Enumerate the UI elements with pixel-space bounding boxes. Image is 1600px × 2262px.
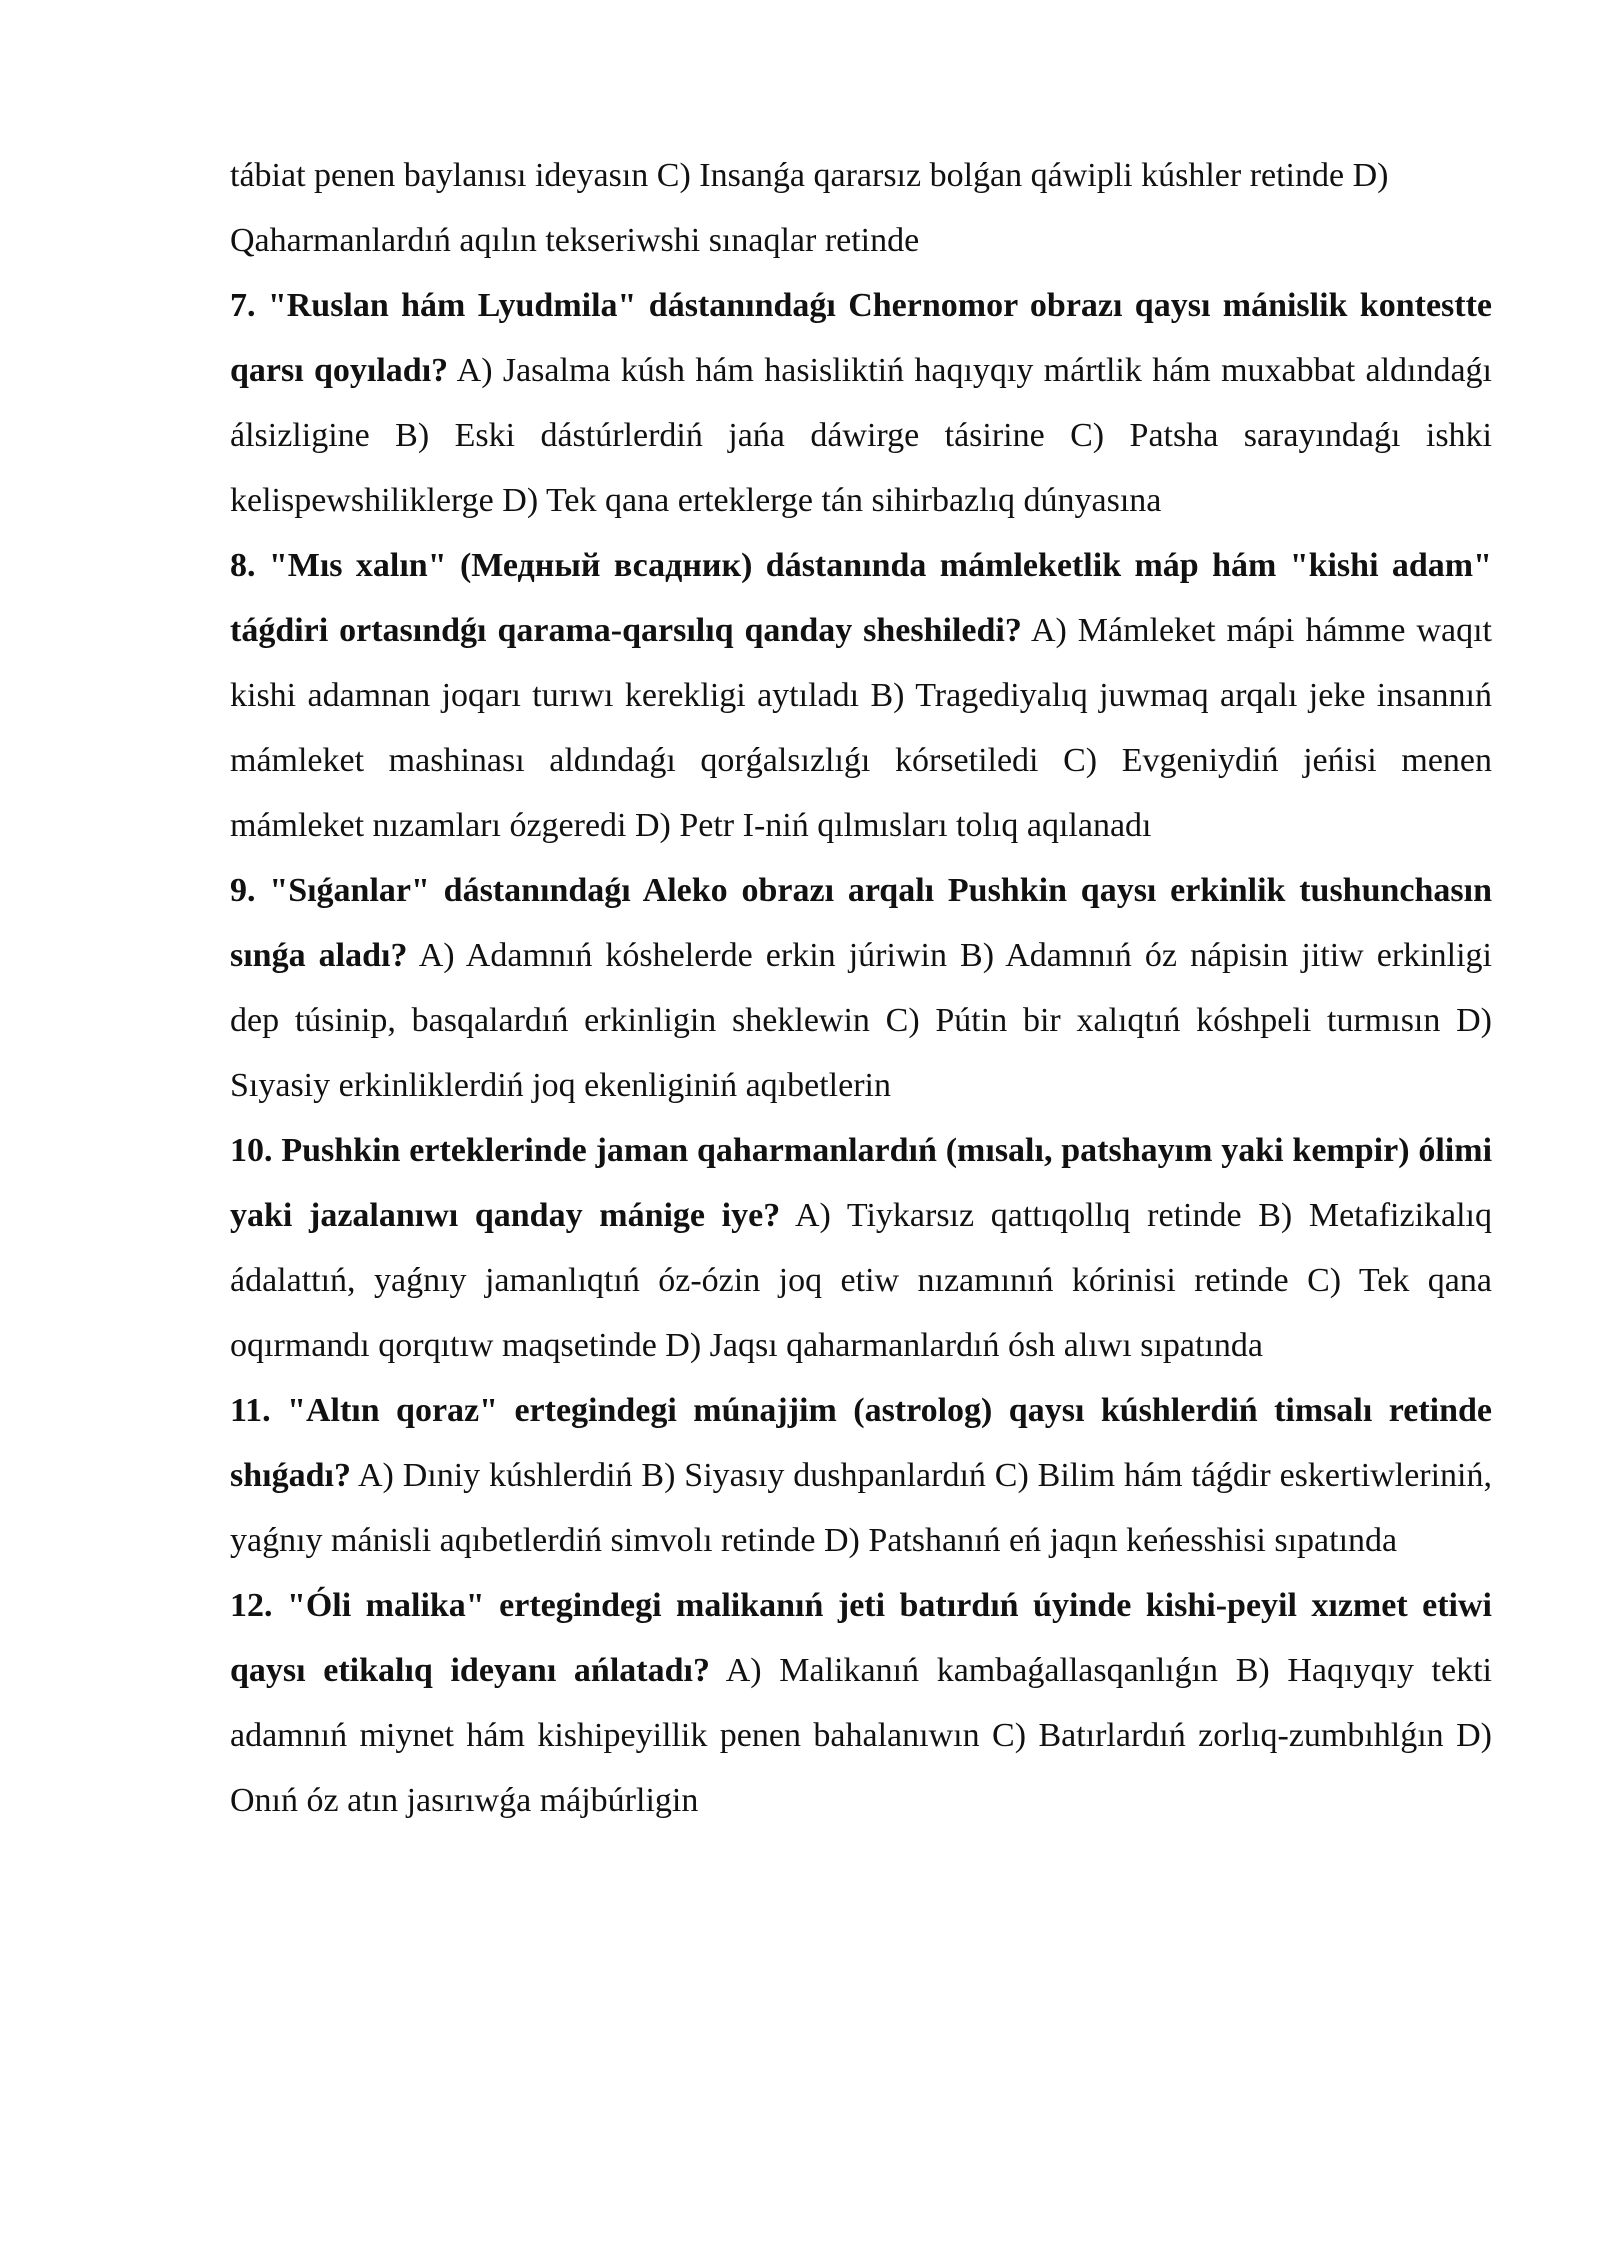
question-options: A) Mámleket mápi hámme waqıt kishi adamnan joqarı turıwı kerekligi aytıladı B) Tragediyalıq juwmaq arqalı jeke insannıń mámleket mashinası aldındaǵı qorǵalsızlıǵı kórsetiledi C) Evgeniydiń jeńisi menen mámleket nızamları ózgeredi D) Petr I-niń qılmısları tolıq aqılanadı	[230, 612, 1492, 844]
document-page	[230, 143, 1492, 1833]
question-text: "Altın qoraz" ertegindegi múnajjim (astrolog) qaysı kúshlerdiń timsalı retinde shıǵadı?	[230, 1392, 1492, 1494]
question-12	[230, 1573, 1492, 1833]
question-text: "Óli malika" ertegindegi malikanıń jeti batırdıń úyinde kishi-peyil xızmet etiwi qaysı etikalıq ideyanı ańlatadı?	[230, 1587, 1492, 1689]
question-options: A) Tiykarsız qattıqollıq retinde B) Metafizikalıq ádalattıń, yaǵnıy jamanlıqtıń óz-ózin joq etiw nızamınıń kórinisi retinde C) Tek qana oqırmandı qorqıtıw maqsetinde D) Jaqsı qaharmanlardıń ósh alıwı sıpatında	[230, 1197, 1493, 1364]
question-number: 12.	[230, 1587, 273, 1624]
question-options: A) Dıniy kúshlerdiń B) Siyasıy dushpanlardıń C) Bilim hám táǵdir eskertiwleriniń, yaǵnıy mánisli aqıbetlerdiń simvolı retinde D) Patshanıń eń jaqın keńesshisi sıpatında	[230, 1457, 1492, 1559]
question-number: 9.	[230, 872, 256, 909]
question-10	[230, 1118, 1492, 1378]
question-8	[230, 533, 1492, 858]
question-options: A) Adamnıń kóshelerde erkin júriwin B) Adamnıń óz nápisin jitiw erkinligi dep túsinip, basqalardıń erkinligin sheklewin C) Pútin bir xalıqtıń kóshpeli turmısın D) Sıyasiy erkinliklerdiń joq ekenliginiń aqıbetlerin	[230, 937, 1493, 1104]
question-options: A) Malikanıń kambaǵallasqanlıǵın B) Haqıyqıy tekti adamnıń miynet hám kishipeyillik penen bahalanıwın C) Batırlardıń zorlıq-zumbıhlǵın D) Onıń óz atın jasırıwǵa májbúrligin	[230, 1652, 1492, 1819]
question-11	[230, 1378, 1492, 1573]
question-text: Pushkin erteklerinde jaman qaharmanlardıń (mısalı, patshayım yaki kempir) ólimi yaki jazalanıwı qanday mánige iye?	[230, 1132, 1493, 1234]
question-text: "Mıs xalın" (Медный всадник) dástanında mámleketlik máp hám "kishi adam" táǵdiri ortasındǵı qarama-qarsılıq qanday sheshiledi?	[230, 547, 1492, 649]
continuation-text: tábiat penen baylanısı ideyasın C) Insanǵa qararsız bolǵan qáwipli kúshler retinde D) Qaharmanlardıń aqılın tekseriwshi sınaqlar retinde	[230, 157, 1389, 259]
question-7	[230, 273, 1492, 533]
question-number: 8.	[230, 547, 256, 584]
question-number: 7.	[230, 287, 256, 324]
question-text: "Sıǵanlar" dástanındaǵı Aleko obrazı arqalı Pushkin qaysı erkinlik tushunchasın sınǵa aladı?	[230, 872, 1493, 974]
question-options: A) Jasalma kúsh hám hasisliktiń haqıyqıy mártlik hám muxabbat aldındaǵı álsizligine B) Eski dástúrlerdiń jańa dáwirge tásirine C) Patsha sarayındaǵı ishki kelispewshiliklerge D) Tek qana erteklerge tán sihirbazlıq dúnyasına	[230, 352, 1493, 519]
question-text: "Ruslan hám Lyudmila" dástanındaǵı Chernomor obrazı qaysı mánislik kontestte qarsı qoyıladı?	[230, 287, 1493, 389]
question-number: 11.	[230, 1392, 271, 1429]
question-9	[230, 858, 1492, 1118]
question-number: 10.	[230, 1132, 273, 1169]
